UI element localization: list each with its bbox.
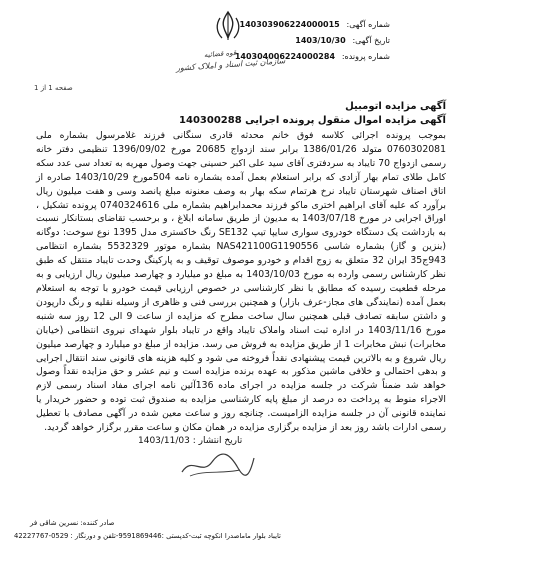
publish-date-line [138, 436, 242, 446]
org-caption: قوه قضائیه [203, 48, 237, 60]
ad-number-row [190, 17, 390, 33]
ad-date-value: 1403/10/30 [295, 36, 346, 45]
ad-meta-block [190, 17, 390, 65]
document-body [36, 129, 446, 435]
ad-date-row [190, 33, 390, 49]
ad-number-label: شماره آگهی: [346, 20, 390, 29]
page-counter: صفحه 1 از 1 [34, 84, 73, 92]
document-subtitle: آگهی مزایده اموال منقول پرونده اجرایی 140300288 [179, 115, 446, 126]
ad-number-value: 140303906224000015 [239, 20, 340, 29]
file-number-label: شماره پرونده: [341, 52, 390, 61]
publish-date: 1403/11/03 [138, 436, 190, 446]
ad-date-label: تاریخ آگهی: [352, 36, 390, 45]
document-title: آگهی مزایده اتومبیل [345, 101, 446, 112]
file-number-value: 140304006224000284 [234, 52, 336, 61]
signature-label: صادر کننده: [80, 519, 115, 527]
org-name: سازمان ثبت اسناد و املاک کشور [175, 56, 286, 73]
signature-scribble [178, 450, 256, 480]
signature-line [30, 519, 114, 527]
publish-label: تاریخ انتشار : [192, 436, 243, 446]
footer-address: تایباد بلوار ماماصدرا انکوچه ثبت-کدپستی :9591869446-تلفن و دورنگار : 0529-42227767 [14, 532, 281, 540]
file-number-row [190, 49, 390, 65]
body-paragraph: بموجب پرونده اجرائی کلاسه فوق خانم محدثه قادری سنگانی فرزند غلامرسول بشماره ملی 0760302081 متولد 1386/01/26 برابر سند ازدواج 20685 مورخ 1396/09/02 تنظیمی دفتر خانه رسمی ازدواج 70 تایباد به سردفتری آقای سید علی اکبر حسینی جهت وصول مهریه به تعداد سی عدد سکه کامل طلای تمام بهار آزادی که برابر استعلام بعمل آمده بشماره نامه 504مورخ 1403/10/29 صادره از اتاق اصناف شهرستان تایباد نرخ هرتمام سکه بهار به وصف معنونه مبلغ پانصد وسی و هفت میلیون ریال برآورد که علیه آقای ابراهیم اختری ماکو فرزند محمدابراهیم بشماره ملی 0740324616 پرونده تشکیل ، اوراق اجرایی در مورخ 1403/07/18 به مدیون از طریق سامانه ابلاغ ، و برحسب تقاضای بستانکار نسبت به بازداشت یک دستگاه خودروی سواری سایپا تیپ SE132 رنگ خاکستری مدل 1395 نوع سوخت: دوگانه (بنزین و گاز) بشماره شاسی NAS421100G1190556 بشماره موتور 5532329 بشماره انتظامی 943ج35 ایران 32 متعلق به زوج اقدام و خودرو موصوف توقیف و به پارکینگ وحدت تایباد منتقل که طبق نظر کارشناس رسمی وارده به مورخ 1403/10/03 به مبلغ دو میلیارد و چهارصد میلیون ریال ارزیابی و به مرحله قطعیت رسیده که مطابق با نظر کارشناسی در خصوص ارزیابی قیمت خودرو با توجه به استعلام بعمل آمده (نمایندگی های مجاز-عرف بازار) و همچنین بررسی فنی و ظاهری از وسیله نقلیه و رنگ دارپودن و داشتن سابقه تصادف قبلی همچنین سال ساخت مطرح که مزایده از ساعت 9 الی 12 روز سه شنبه مورخ 1403/11/16 در اداره ثبت اسناد واملاک تایباد واقع در تایباد بلوار شهدای نیروی انتظامی (خیابان مخابرات) نبش مخابرات 1 از طریق مزایده به فروش می رسد. مزایده از مبلغ دو میلیارد و چهارصد میلیون ریال شروع و به بالاترین قیمت پیشنهادی نقداً فروخته می شود و کلیه هزینه های قانونی سند انتقال اجرایی و بدهی احتمالی و خلافی ماشین مذکور به عهده برنده مزایده است و نیم عشر و حق مزایده نقداً وصول خواهد شد ضمناً شرکت در جلسه مزایده در اجرای ماده 136آئین نامه اجرای مفاد اسناد رسمی لازم الاجراء منوط به پرداخت ده درصد از مبلغ پایه کارشناسی مزایده به صندوق ثبت توده و حضور خریدار یا نماینده قانونی آن در جلسه مزایده الزامیست. چنانچه روز و ساعت معین شده در آگهی مصادف با تعطیل رسمی ادارات باشد روز بعد از مزایده برگزاری مزایده در همان مکان و ساعت مقرر برگزار خواهد گردید. [36, 130, 447, 434]
signature-name: نسرین شاقی فر [30, 519, 79, 527]
